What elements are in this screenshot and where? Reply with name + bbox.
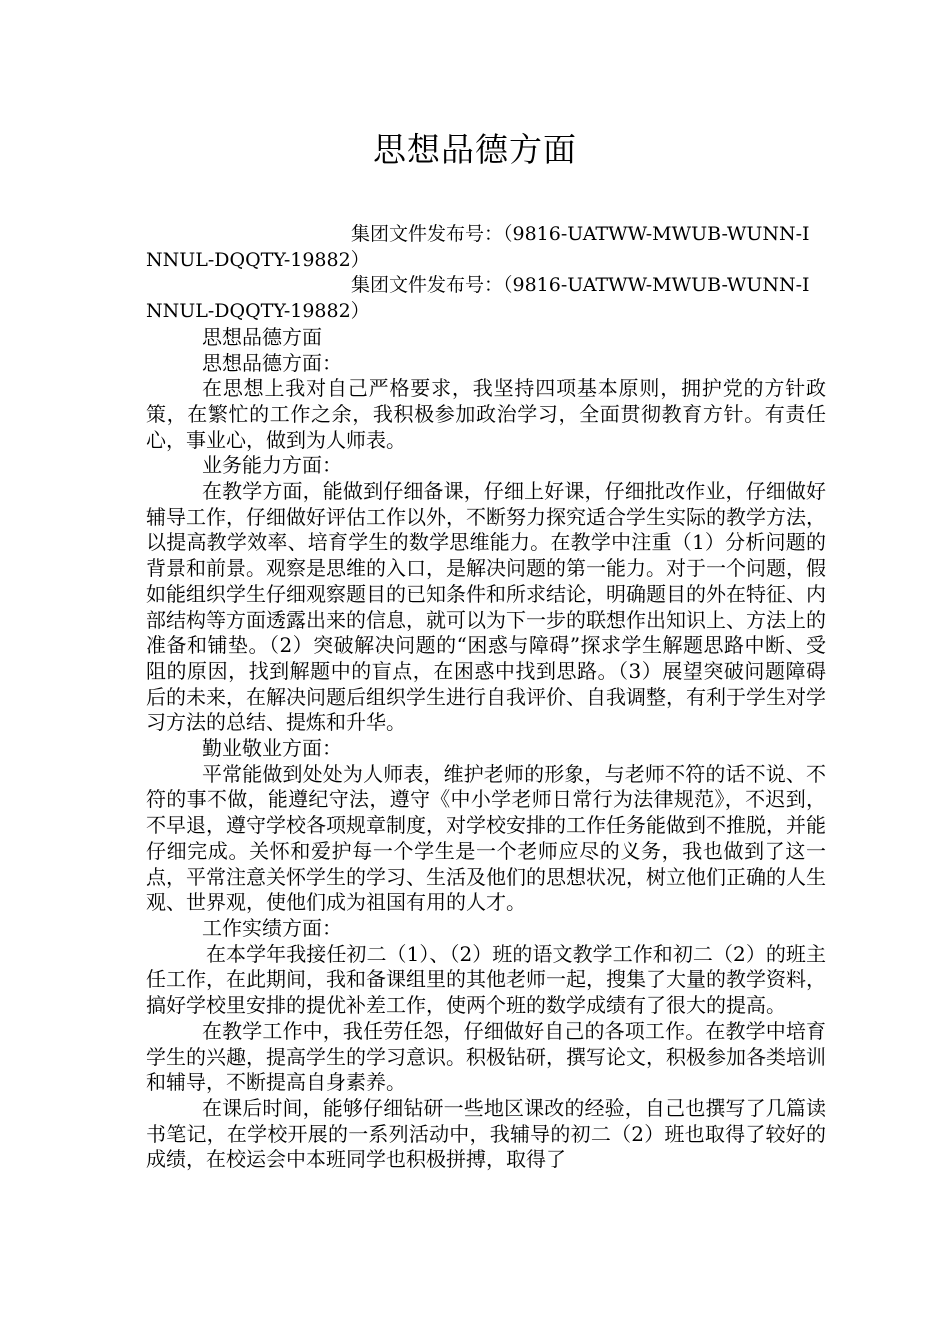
paragraph-morality: 在思想上我对自己严格要求，我坚持四项基本原则，拥护党的方针政策，在繁忙的工作之余，我积极参加政治学习，全面贯彻教育方针。有责任心，事业心，做到为人师表。	[146, 376, 826, 452]
document-body	[146, 222, 826, 1173]
heading-repeat: 思想品德方面	[202, 324, 322, 349]
section-heading-dedication: 勤业敬业方面：	[202, 736, 342, 761]
section-heading-ability: 业务能力方面：	[202, 453, 342, 478]
paragraph-achievements-3: 在课后时间，能够仔细钻研一些地区课改的经验，自己也撰写了几篇读书笔记，在学校开展的一系列活动中，我辅导的初二（2）班也取得了较好的成绩，在校运会中本班同学也积极拼搏，取得了	[146, 1095, 826, 1172]
paragraph-ability: 在教学方面，能做到仔细备课，仔细上好课，仔细批改作业，仔细做好辅导工作，仔细做好评估工作以外，不断努力探究适合学生实际的教学方法，以提高教学效率、培育学生的数学思维能力。在教学中注重（1）分析问题的背景和前景。观察是思维的入口，是解决问题的第一能力。对于一个问题，假如能组织学生仔细观察题目的已知条件和所求结论，明确题目的外在特征、内部结构等方面透露出来的信息，就可以为下一步的联想作出知识上、方法上的准备和铺垫。（2）突破解决问题的“困惑与障碍”探求学生解题思路中断、受阻的原因，找到解题中的盲点，在困惑中找到思路。（3）展望突破问题障碍后的未来，在解决问题后组织学生进行自我评价、自我调整，有利于学生对学习方法的总结、提炼和升华。	[146, 479, 826, 735]
page-title: 思想品德方面	[373, 130, 577, 169]
paragraph-achievements-2: 在教学工作中，我任劳任怨，仔细做好自己的各项工作。在教学中培育学生的兴趣，提高学生的学习意识。积极钻研，撰写论文，积极参加各类培训和辅导，不断提高自身素养。	[146, 1018, 826, 1095]
file-number-line: 集团文件发布号：（9816-UATWW-MWUB-WUNN-INNUL-DQQTY-19882）	[146, 274, 810, 323]
section-heading-achievements: 工作实绩方面：	[202, 915, 342, 940]
file-number-line: 集团文件发布号：（9816-UATWW-MWUB-WUNN-INNUL-DQQTY-19882）	[146, 223, 810, 271]
paragraph-achievements-1: 在本学年我接任初二（1）、（2）班的语文教学工作和初二（2）的班主任工作，在此期间，我和备课组里的其他老师一起，搜集了大量的教学资料，搞好学校里安排的提优补差工作，使两个班的数学成绩有了很大的提高。	[146, 941, 826, 1018]
section-heading-morality: 思想品德方面：	[202, 350, 342, 375]
paragraph-dedication: 平常能做到处处为人师表，维护老师的形象，与老师不符的话不说、不符的事不做，能遵纪守法，遵守《中小学老师日常行为法律规范》，不迟到，不早退，遵守学校各项规章制度，对学校安排的工作任务能做到不推脱，并能仔细完成。关怀和爱护每一个学生是一个老师应尽的义务，我也做到了这一点，平常注意关怀学生的学习、生活及他们的思想状况，树立他们正确的人生观、世界观，使他们成为祖国有用的人才。	[146, 761, 826, 915]
